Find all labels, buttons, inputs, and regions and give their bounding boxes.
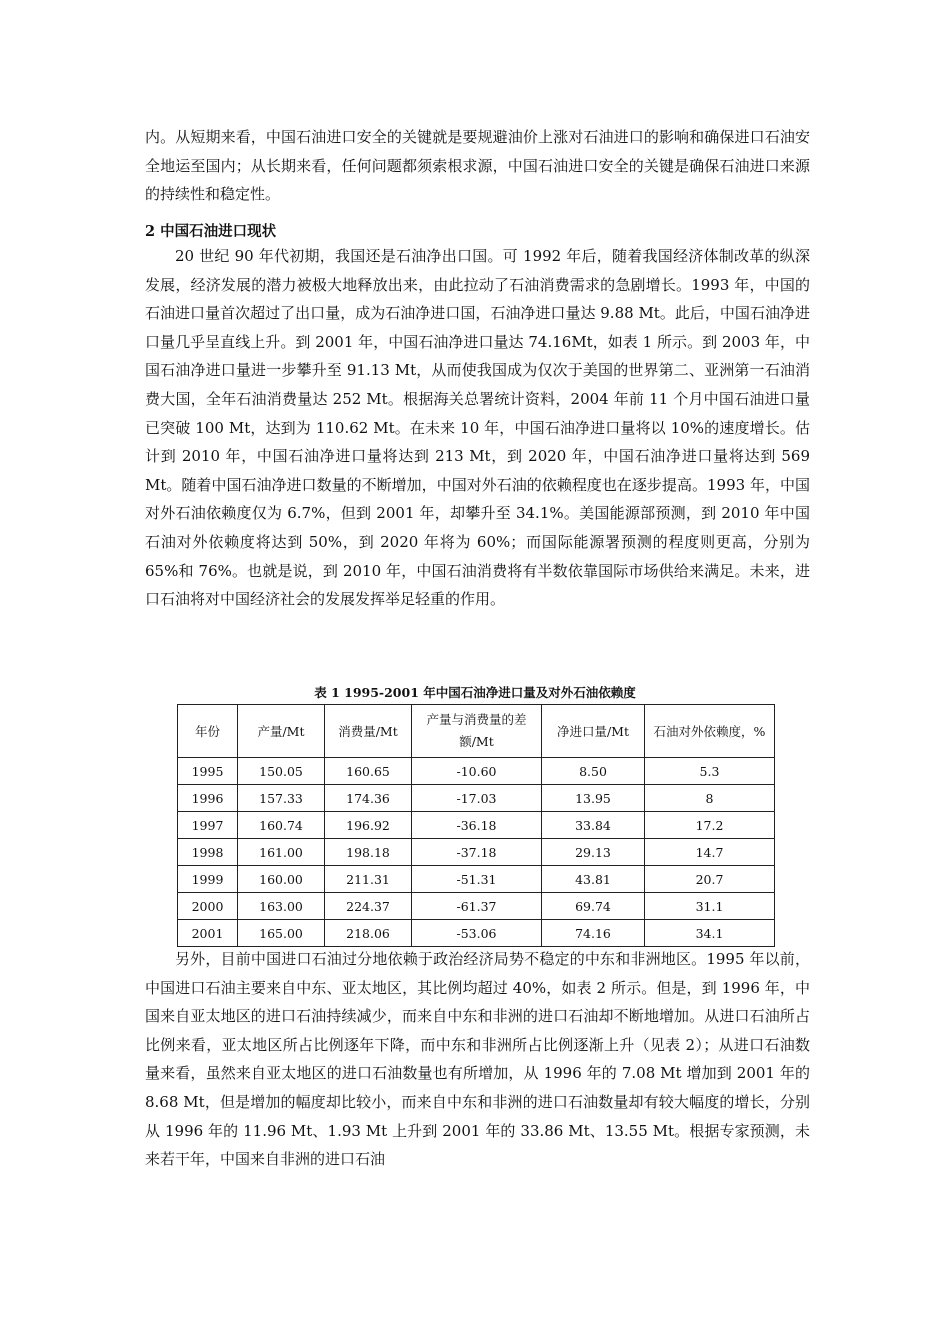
- cell-dependency: 5.3: [645, 758, 775, 785]
- cell-gap: -61.37: [412, 893, 542, 920]
- cell-net-import: 33.84: [542, 812, 645, 839]
- table-header-row: [178, 705, 775, 758]
- cell-production: 160.74: [238, 812, 325, 839]
- cell-consumption: 196.92: [325, 812, 412, 839]
- cell-gap: -10.60: [412, 758, 542, 785]
- cell-year: 1998: [178, 839, 238, 866]
- cell-year: 2001: [178, 920, 238, 947]
- cell-consumption: 174.36: [325, 785, 412, 812]
- oil-import-table: [177, 704, 775, 947]
- cell-gap: -51.31: [412, 866, 542, 893]
- table-row: [178, 920, 775, 947]
- cell-dependency: 31.1: [645, 893, 775, 920]
- intro-text: 内。从短期来看，中国石油进口安全的关键就是要规避油价上涨对石油进口的影响和确保进口石油安全地运至国内；从长期来看，任何问题都须索根求源，中国石油进口安全的关键是确保石油进口来源的持续性和稳定性。: [145, 128, 810, 204]
- header-year: 年份: [178, 705, 238, 758]
- cell-dependency: 14.7: [645, 839, 775, 866]
- cell-consumption: 211.31: [325, 866, 412, 893]
- cell-net-import: 29.13: [542, 839, 645, 866]
- main-paragraph: [145, 242, 810, 614]
- header-net-import: 净进口量/Mt: [542, 705, 645, 758]
- cell-dependency: 8: [645, 785, 775, 812]
- table-row: [178, 839, 775, 866]
- cell-year: 1995: [178, 758, 238, 785]
- table-row: [178, 893, 775, 920]
- after-table-paragraph: [145, 945, 810, 1174]
- section-heading: 2 中国石油进口现状: [145, 223, 277, 240]
- cell-consumption: 218.06: [325, 920, 412, 947]
- cell-consumption: 160.65: [325, 758, 412, 785]
- cell-consumption: 224.37: [325, 893, 412, 920]
- cell-production: 157.33: [238, 785, 325, 812]
- cell-gap: -53.06: [412, 920, 542, 947]
- cell-dependency: 20.7: [645, 866, 775, 893]
- cell-gap: -17.03: [412, 785, 542, 812]
- table-row: [178, 866, 775, 893]
- cell-net-import: 8.50: [542, 758, 645, 785]
- cell-net-import: 69.74: [542, 893, 645, 920]
- cell-year: 1997: [178, 812, 238, 839]
- cell-year: 2000: [178, 893, 238, 920]
- header-dependency: 石油对外依赖度，%: [645, 705, 775, 758]
- cell-year: 1999: [178, 866, 238, 893]
- table-row: [178, 758, 775, 785]
- cell-production: 160.00: [238, 866, 325, 893]
- table-row: [178, 812, 775, 839]
- intro-paragraph: [145, 123, 810, 209]
- cell-year: 1996: [178, 785, 238, 812]
- cell-net-import: 43.81: [542, 866, 645, 893]
- cell-dependency: 17.2: [645, 812, 775, 839]
- table-row: [178, 785, 775, 812]
- cell-net-import: 74.16: [542, 920, 645, 947]
- header-consumption: 消费量/Mt: [325, 705, 412, 758]
- cell-consumption: 198.18: [325, 839, 412, 866]
- cell-gap: -36.18: [412, 812, 542, 839]
- header-gap: [412, 705, 542, 758]
- main-text: 20 世纪 90 年代初期，我国还是石油净出口国。可 1992 年后，随着我国经济体制改革的纵深发展，经济发展的潜力被极大地释放出来，由此拉动了石油消费需求的急剧增长。1993 年，中国的石油进口量首次超过了出口量，成为石油净进口国，石油净进口量达 9.88 Mt。此后，中国石油净进口量几乎呈直线上升。到 2001 年，中国石油净进口量达 74.16Mt，如表 1 所示。到 2003 年，中国石油净进口量进一步攀升至 91.13 Mt，从而使我国成为仅次于美国的世界第二、亚洲第一石油消费大国，全年石油消费量达 252 Mt。根据海关总署统计资料，2004 年前 11 个月中国石油进口量已突破 100 Mt，达到为 110.62 Mt。在未来 10 年，中国石油净进口量将以 10%的速度增长。估计到 2010 年，中国石油净进口量将达到 213 Mt，到 2020 年，中国石油净进口量将达到 569 Mt。随着中国石油净进口数量的不断增加，中国对外石油的依赖程度也在逐步提高。1993 年，中国对外石油依赖度仅为 6.7%，但到 2001 年，却攀升至 34.1%。美国能源部预测，到 2010 年中国石油对外依赖度将达到 50%，到 2020 年将为 60%；而国际能源署预测的程度则更高，分别为 65%和 76%。也就是说，到 2010 年，中国石油消费将有半数依靠国际市场供给来满足。未来，进口石油将对中国经济社会的发展发挥举足轻重的作用。: [145, 247, 810, 609]
- after-table-text: 另外，目前中国进口石油过分地依赖于政治经济局势不稳定的中东和非洲地区。1995 年以前，中国进口石油主要来自中东、亚太地区，其比例均超过 40%，如表 2 所示。但是，到 1996 年，中国来自亚太地区的进口石油持续减少，而来自中东和非洲的进口石油却不断地增加。从进口石油所占比例来看，亚太地区所占比例逐年下降，而中东和非洲所占比例逐渐上升（见表 2）；从进口石油数量来看，虽然来自亚太地区的进口石油数量也有所增加，从 1996 年的 7.08 Mt 增加到 2001 年的 8.68 Mt，但是增加的幅度却比较小，而来自中东和非洲的进口石油数量却有较大幅度的增长，分别从 1996 年的 11.96 Mt、1.93 Mt 上升到 2001 年的 33.86 Mt、13.55 Mt。根据专家预测，未来若干年，中国来自非洲的进口石油: [145, 950, 810, 1169]
- cell-production: 165.00: [238, 920, 325, 947]
- cell-production: 161.00: [238, 839, 325, 866]
- cell-net-import: 13.95: [542, 785, 645, 812]
- cell-production: 150.05: [238, 758, 325, 785]
- header-gap-line2: 额/Mt: [459, 734, 494, 749]
- cell-gap: -37.18: [412, 839, 542, 866]
- header-gap-line1: 产量与消费量的差: [426, 712, 527, 727]
- cell-dependency: 34.1: [645, 920, 775, 947]
- table-caption: 表 1 1995-2001 年中国石油净进口量及对外石油依赖度: [314, 685, 636, 700]
- header-production: 产量/Mt: [238, 705, 325, 758]
- cell-production: 163.00: [238, 893, 325, 920]
